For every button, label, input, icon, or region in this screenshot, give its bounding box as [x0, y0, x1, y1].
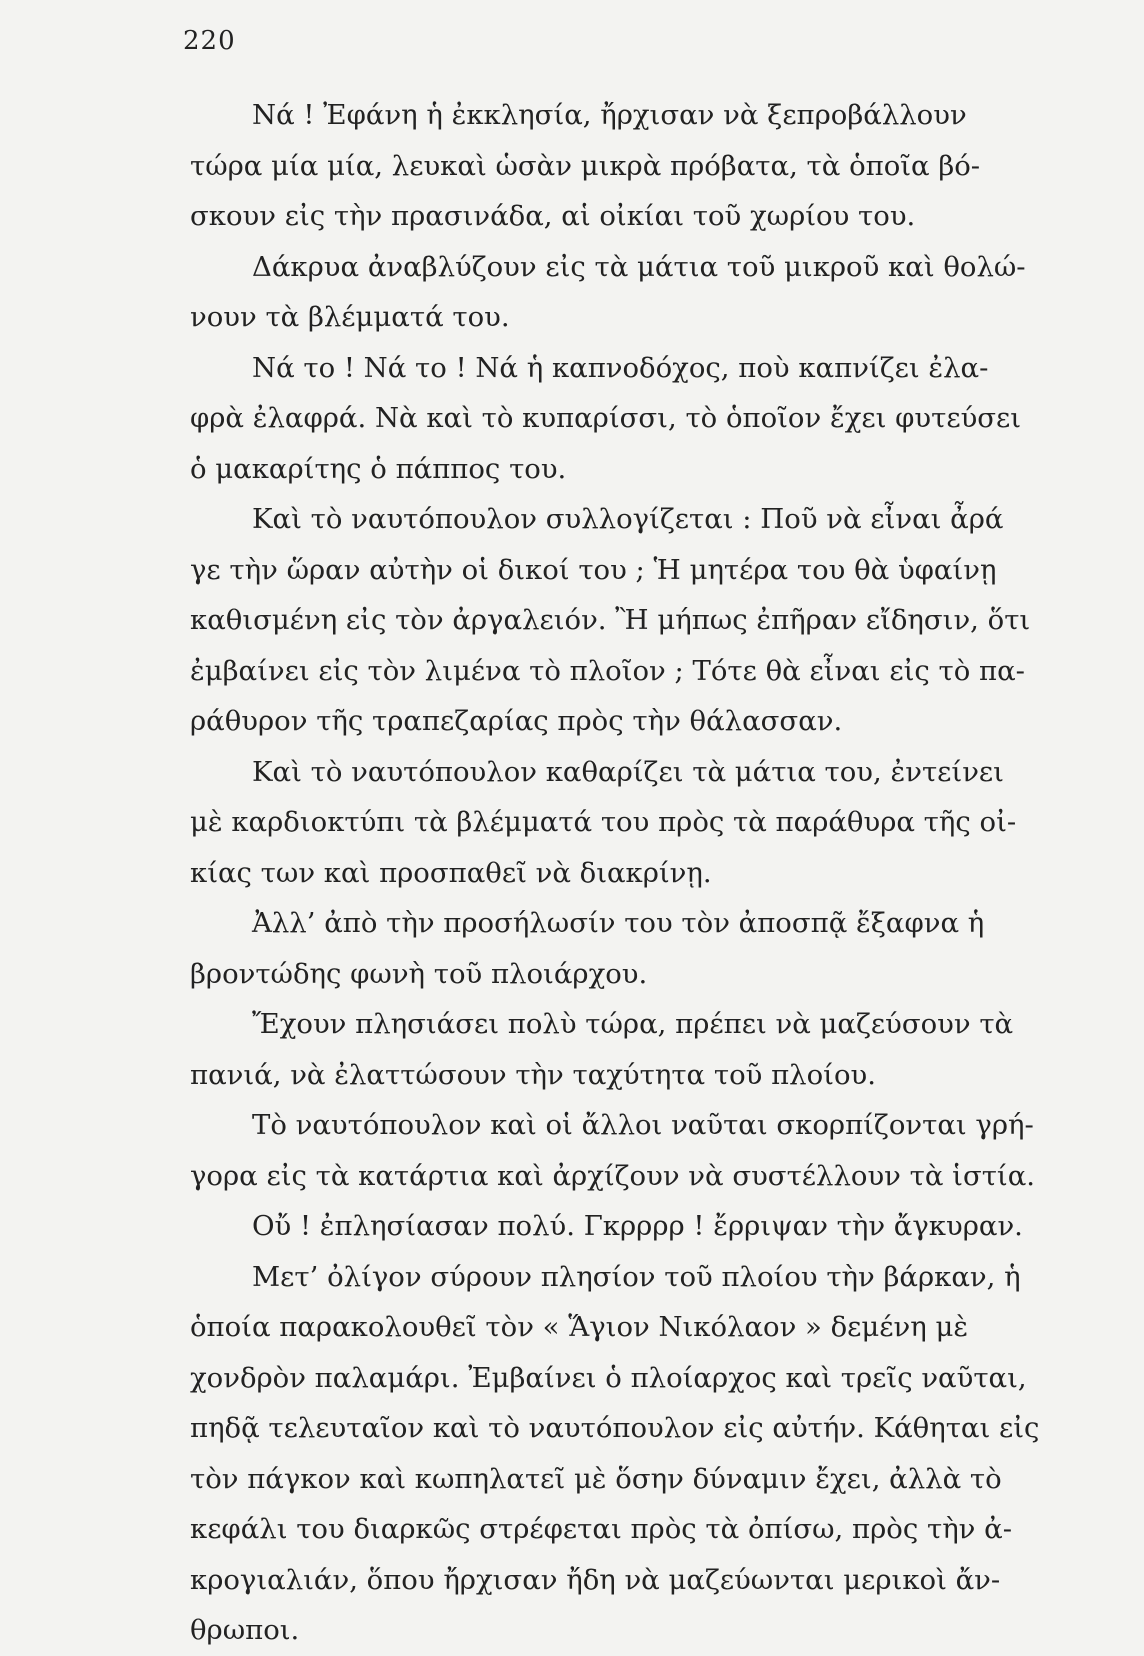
text-line: Μετ’ ὀλίγον σύρουν πλησίον τοῦ πλοίου τὴν βάρκαν, ἡ — [252, 1260, 1021, 1293]
text-line: πηδᾷ τελευταῖον καὶ τὸ ναυτόπουλον εἰς αὐτήν. Κάθηται εἰς — [190, 1412, 1040, 1444]
text-line: τώρα μία μία, λευκαὶ ὡσὰν μικρὰ πρόβατα, τὰ ὁποῖα βό- — [190, 149, 981, 182]
page-number: 220 — [183, 26, 236, 56]
text-line: κεφάλι του διαρκῶς στρέφεται πρὸς τὰ ὀπίσω, πρὸς τὴν ἀ- — [190, 1513, 1012, 1545]
text-line: Ἔχουν πλησιάσει πολὺ τώρα, πρέπει νὰ μαζεύσουν τὰ — [252, 1008, 1014, 1040]
text-line: γε τὴν ὥραν αὐτὴν οἱ δικοί του ; Ἡ μητέρα του θὰ ὑφαίνῃ — [190, 553, 997, 586]
text-line: Τὸ ναυτόπουλον καὶ οἱ ἄλλοι ναῦται σκορπίζονται γρή- — [252, 1109, 1034, 1141]
text-line: Οὔ ! ἐπλησίασαν πολύ. Γκρρρρ ! ἔρριψαν τὴν ἄγκυραν. — [252, 1210, 1023, 1242]
text-line: ὁποία παρακολουθεῖ τὸν « Ἅγιον Νικόλαον » δεμένη μὲ — [190, 1311, 969, 1343]
text-line: ἐμβαίνει εἰς τὸν λιμένα τὸ πλοῖον ; Τότε θὰ εἶναι εἰς τὸ πα- — [190, 654, 1025, 687]
text-line: σκουν εἰς τὴν πρασινάδα, αἱ οἰκίαι τοῦ χωρίου του. — [190, 200, 916, 232]
body-text — [190, 90, 1040, 1656]
text-line: θρωποι. — [190, 1614, 300, 1646]
text-line: κίας των καὶ προσπαθεῖ νὰ διακρίνῃ. — [190, 856, 712, 889]
text-line: καθισμένη εἰς τὸν ἀργαλειόν. Ἢ μήπως ἐπῆραν εἴδησιν, ὅτι — [190, 604, 1031, 636]
text-line: ράθυρον τῆς τραπεζαρίας πρὸς τὴν θάλασσαν. — [190, 705, 843, 737]
text-line: γορα εἰς τὰ κατάρτια καὶ ἀρχίζουν νὰ συστέλλουν τὰ ἱστία. — [190, 1159, 1036, 1192]
text-line: Καὶ τὸ ναυτόπουλον καθαρίζει τὰ μάτια του, ἐντείνει — [252, 755, 1004, 788]
text-line: μὲ καρδιοκτύπι τὰ βλέμματά του πρὸς τὰ παράθυρα τῆς οἰ- — [190, 806, 1017, 838]
text-line: τὸν πάγκον καὶ κωπηλατεῖ μὲ ὅσην δύναμιν ἔχει, ἀλλὰ τὸ — [190, 1462, 1002, 1495]
text-line: Δάκρυα ἀναβλύζουν εἰς τὰ μάτια τοῦ μικροῦ καὶ θολώ- — [252, 250, 1026, 283]
text-line: κρογιαλιάν, ὅπου ἤρχισαν ἤδη νὰ μαζεύωνται μερικοὶ ἄν- — [190, 1563, 1001, 1596]
text-line: Νά ! Ἐφάνη ἡ ἐκκλησία, ἤρχισαν νὰ ξεπροβάλλουν — [252, 99, 967, 131]
text-line: ὁ μακαρίτης ὁ πάππος του. — [190, 452, 567, 485]
text-line: Ἀλλ’ ἀπὸ τὴν προσήλωσίν του τὸν ἀποσπᾷ ἔξαφνα ἡ — [252, 907, 985, 939]
text-line: βροντώδης φωνὴ τοῦ πλοιάρχου. — [190, 957, 648, 990]
text-line: Καὶ τὸ ναυτόπουλον συλλογίζεται : Ποῦ νὰ εἶναι ἆρά — [252, 503, 1004, 535]
text-line: πανιά, νὰ ἐλαττώσουν τὴν ταχύτητα τοῦ πλοίου. — [190, 1058, 876, 1091]
text-line: φρὰ ἐλαφρά. Νὰ καὶ τὸ κυπαρίσσι, τὸ ὁποῖον ἔχει φυτεύσει — [190, 402, 1022, 434]
text-line: χονδρὸν παλαμάρι. Ἐμβαίνει ὁ πλοίαρχος καὶ τρεῖς ναῦται, — [190, 1361, 1027, 1394]
text-line: νουν τὰ βλέμματά του. — [190, 301, 510, 333]
text-line: Νά το ! Νά το ! Νά ἡ καπνοδόχος, ποὺ καπνίζει ἐλα- — [252, 351, 989, 384]
